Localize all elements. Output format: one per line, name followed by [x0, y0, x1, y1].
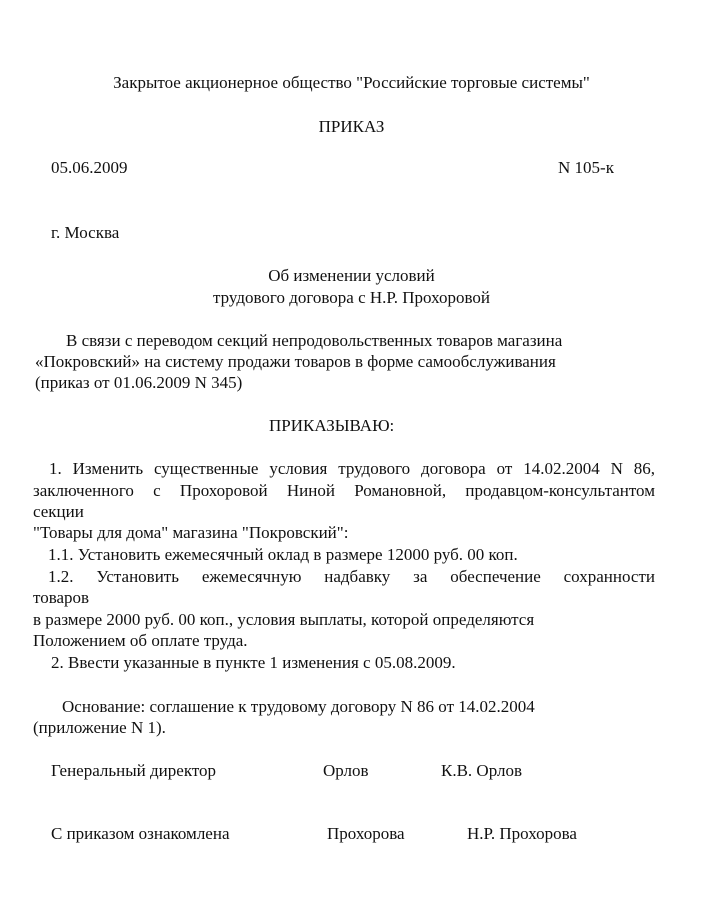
order-date: 05.06.2009: [51, 158, 128, 177]
document-type-title: ПРИКАЗ: [318, 117, 385, 136]
item-1-2-line-4: Положением об оплате труда.: [33, 631, 248, 650]
acknowledgement-name: Н.Р. Прохорова: [467, 824, 577, 843]
city: г. Москва: [51, 223, 120, 242]
item-1-1: 1.1. Установить ежемесячный оклад в размере 12000 руб. 00 коп.: [48, 545, 518, 564]
organization-name: Закрытое акционерное общество "Российские торговые системы": [113, 73, 590, 92]
item-1-line-4: "Товары для дома" магазина "Покровский":: [33, 523, 349, 542]
preamble-line-3: (приказ от 01.06.2009 N 345): [35, 373, 243, 392]
order-word: ПРИКАЗЫВАЮ:: [269, 416, 395, 435]
subject-line-1: Об изменении условий: [268, 266, 435, 285]
signature-mark: Орлов: [323, 761, 369, 780]
item-1-2-line-3: в размере 2000 руб. 00 коп., условия выплаты, которой определяются: [33, 610, 535, 629]
basis-line-1: Основание: соглашение к трудовому договору N 86 от 14.02.2004: [62, 697, 535, 716]
item-1-line-2: заключенного с Прохоровой Ниной Романовной, продавцом-консультантом: [33, 481, 655, 500]
basis-line-2: (приложение N 1).: [33, 718, 166, 737]
item-1-2-line-1: 1.2. Установить ежемесячную надбавку за обеспечение сохранности: [48, 567, 655, 586]
preamble-line-2: «Покровский» на систему продажи товаров в форме самообслуживания: [35, 352, 556, 371]
order-number: N 105-к: [558, 158, 614, 177]
signatory-name: К.В. Орлов: [441, 761, 522, 780]
item-1-2-line-2: товаров: [33, 588, 90, 607]
subject-line-2: трудового договора с Н.Р. Прохоровой: [213, 288, 490, 307]
item-1-line-1: 1. Изменить существенные условия трудового договора от 14.02.2004 N 86,: [49, 459, 655, 478]
preamble-line-1: В связи с переводом секций непродовольственных товаров магазина: [66, 331, 563, 350]
item-1-line-3: секции: [33, 502, 84, 521]
item-2: 2. Ввести указанные в пункте 1 изменения с 05.08.2009.: [51, 653, 456, 672]
signature-role: Генеральный директор: [51, 761, 217, 780]
acknowledgement-mark: Прохорова: [327, 824, 405, 843]
acknowledgement-role: С приказом ознакомлена: [51, 824, 230, 843]
